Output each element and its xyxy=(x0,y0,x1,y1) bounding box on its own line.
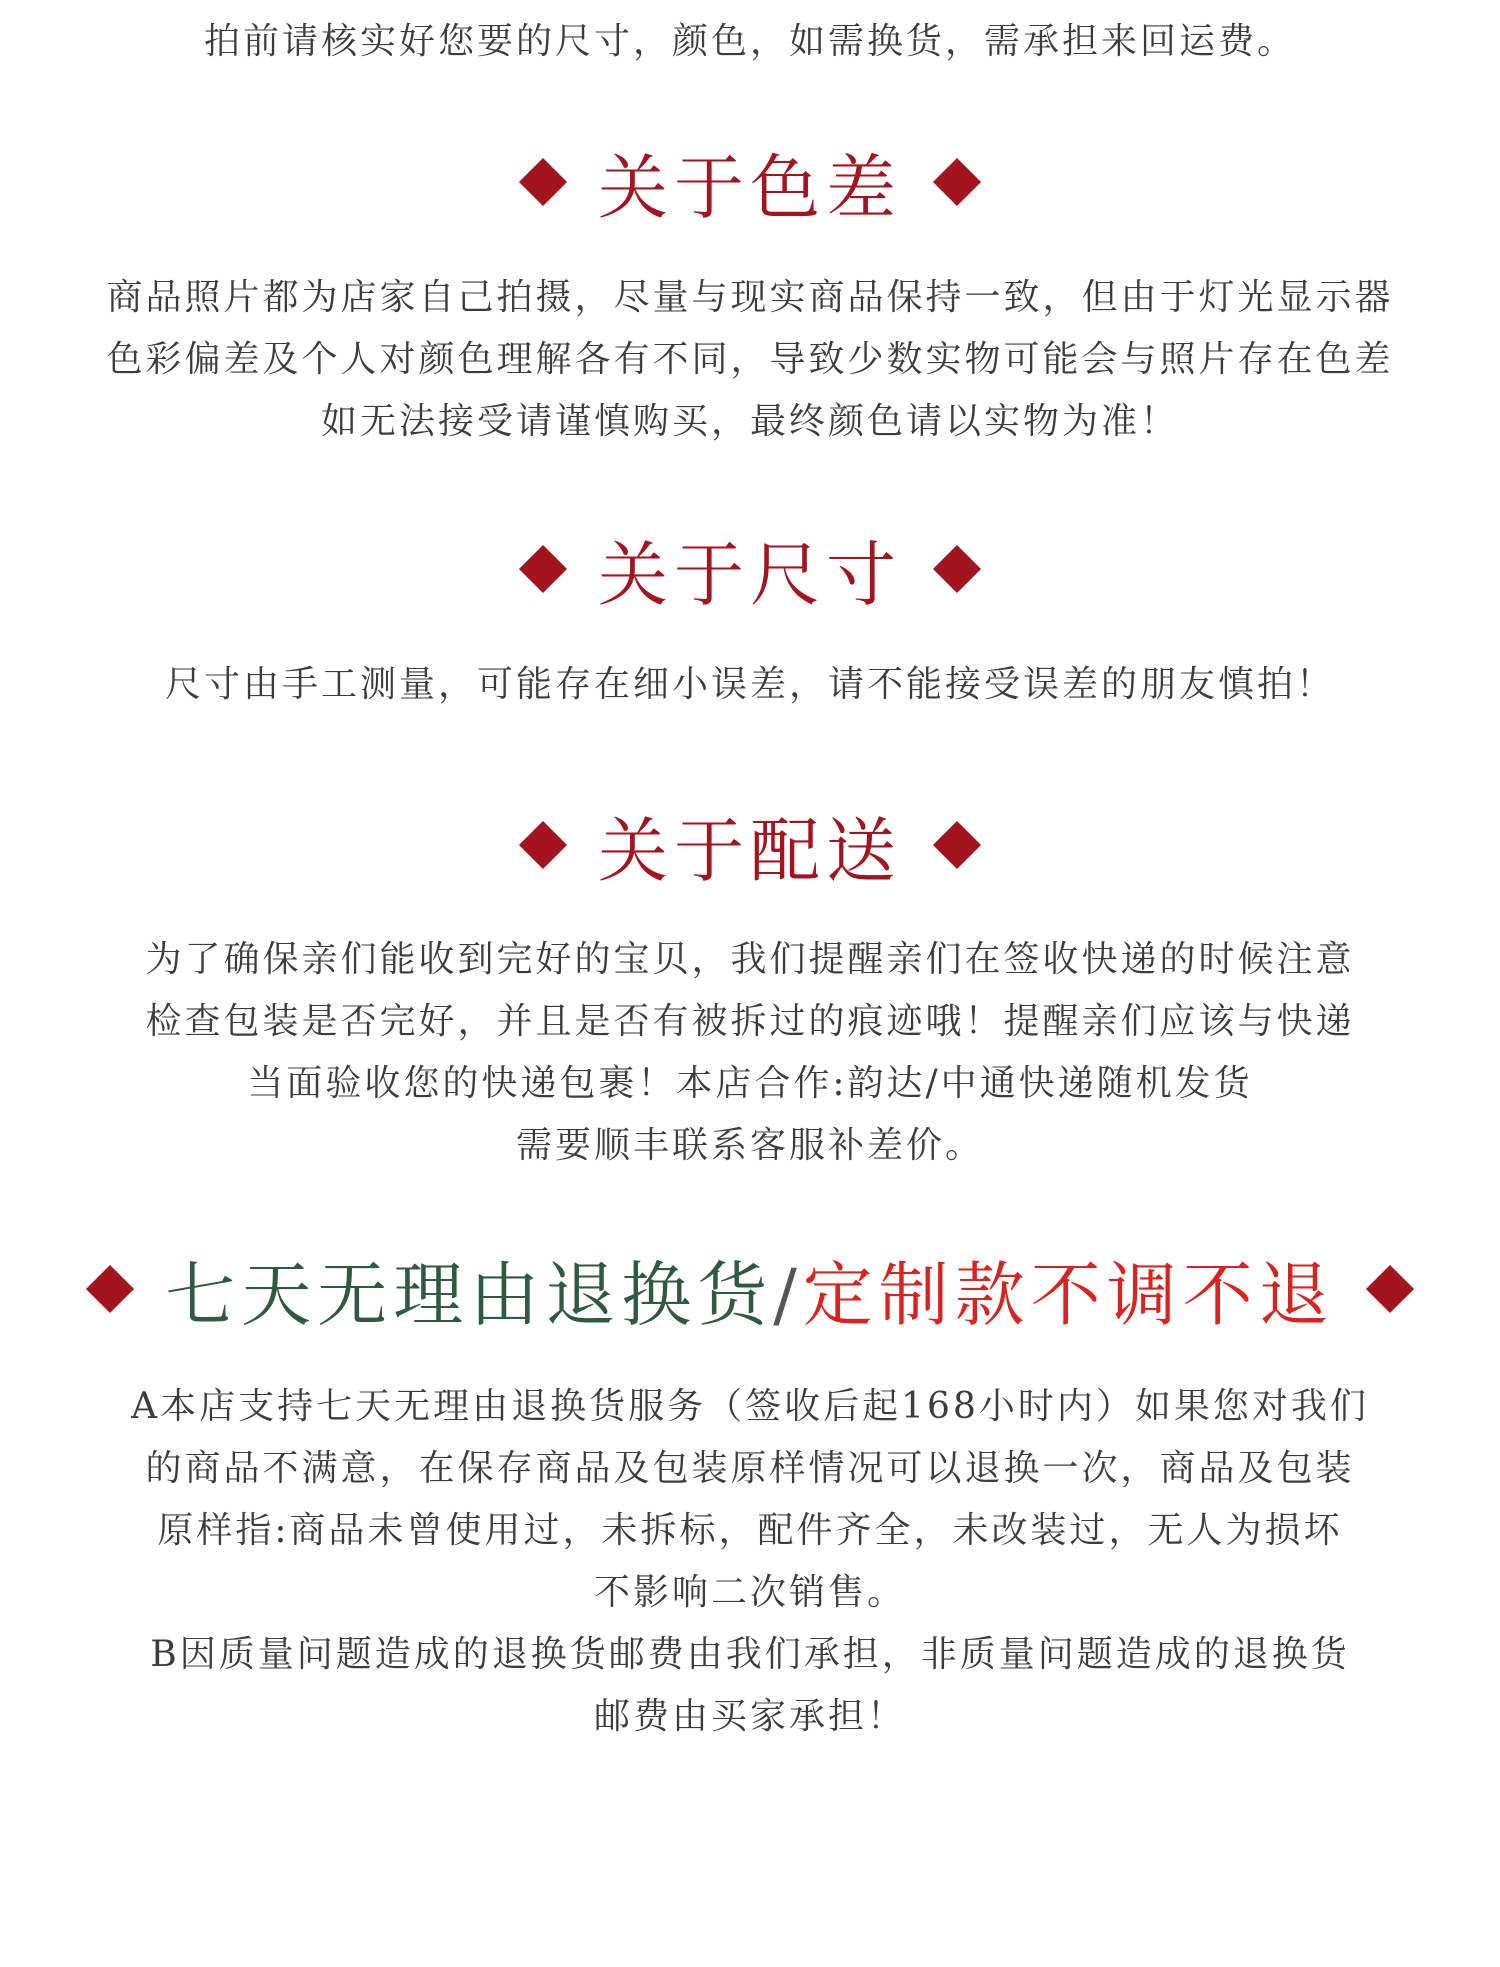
color-section-line: 色彩偏差及个人对颜色理解各有不同，导致少数实物可能会与照片存在色差 xyxy=(106,339,1394,380)
return-section-line: A本店支持七天无理由退换货服务（签收后起168小时内）如果您对我们 xyxy=(131,1386,1369,1427)
delivery-section-line: 检查包装是否完好，并且是否有被拆过的痕迹哦！提醒亲们应该与快递 xyxy=(145,1001,1355,1042)
color-section-line: 如无法接受请谨慎购买，最终颜色请以实物为准！ xyxy=(320,401,1179,442)
size-section-line: 尺寸由手工测量，可能存在细小误差，请不能接受误差的朋友慎拍！ xyxy=(164,664,1335,705)
return-section-heading xyxy=(0,1247,1500,1337)
delivery-section-line: 需要顺丰联系客服补差价。 xyxy=(515,1125,984,1166)
diamond-right-icon xyxy=(933,821,981,869)
color-section-line: 商品照片都为店家自己拍摄，尽量与现实商品保持一致，但由于灯光显示器 xyxy=(106,277,1394,318)
return-section-line: B因质量问题造成的退换货邮费由我们承担，非质量问题造成的退换货 xyxy=(150,1634,1350,1675)
delivery-section-heading xyxy=(0,803,1500,893)
return-section-title-separator: / xyxy=(773,1254,803,1336)
diamond-right-icon xyxy=(933,158,981,206)
color-section-heading xyxy=(0,140,1500,230)
return-section-line: 原样指:商品未曾使用过，未拆标，配件齐全，未改装过，无人为损坏 xyxy=(157,1510,1343,1551)
size-section-title: 关于尺寸 xyxy=(598,534,902,616)
color-section-title: 关于色差 xyxy=(598,147,902,229)
diamond-left-icon xyxy=(519,545,567,593)
delivery-section-line: 为了确保亲们能收到完好的宝贝，我们提醒亲们在签收快递的时候注意 xyxy=(145,939,1355,980)
diamond-left-icon xyxy=(519,821,567,869)
return-section-line: 邮费由买家承担！ xyxy=(593,1696,906,1737)
delivery-section-title: 关于配送 xyxy=(598,810,902,892)
intro-text: 拍前请核实好您要的尺寸，颜色，如需换货，需承担来回运费。 xyxy=(203,21,1296,62)
return-section-title-part2: 定制款不调不退 xyxy=(802,1254,1335,1336)
size-section-heading xyxy=(0,527,1500,617)
diamond-right-icon xyxy=(1366,1265,1414,1313)
return-section-line: 不影响二次销售。 xyxy=(593,1572,906,1613)
return-section-title-part1: 七天无理由退换货 xyxy=(165,1254,774,1336)
delivery-section-line: 当面验收您的快递包裹！本店合作:韵达/中通快递随机发货 xyxy=(247,1063,1253,1104)
diamond-right-icon xyxy=(933,545,981,593)
diamond-left-icon xyxy=(86,1265,134,1313)
diamond-left-icon xyxy=(519,158,567,206)
return-section-line: 的商品不满意，在保存商品及包装原样情况可以退换一次，商品及包装 xyxy=(145,1448,1355,1489)
